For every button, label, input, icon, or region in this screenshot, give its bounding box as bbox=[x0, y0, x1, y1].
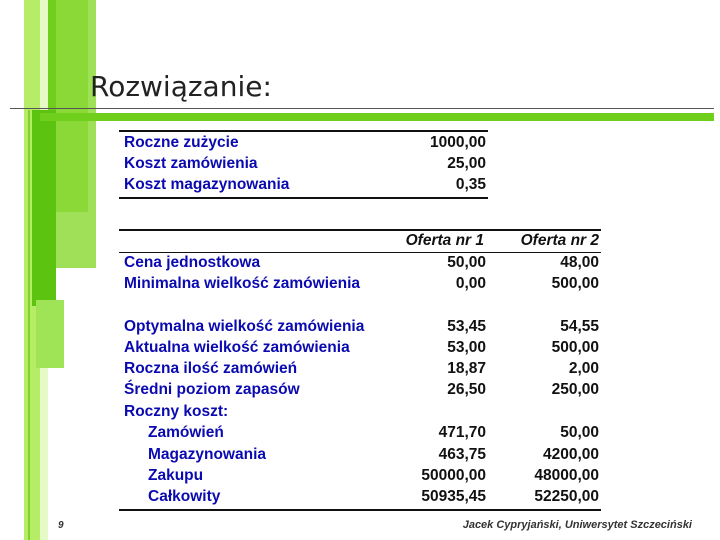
row-label: Całkowity bbox=[148, 488, 221, 505]
decor-bar bbox=[32, 110, 56, 306]
offer1-value: 50,00 bbox=[447, 254, 486, 271]
title-underline bbox=[10, 108, 714, 109]
column-header-offer2: Oferta nr 2 bbox=[520, 232, 599, 249]
offer2-value: 500,00 bbox=[551, 339, 599, 356]
row-label: Cena jednostkowa bbox=[124, 254, 261, 271]
offer2-value: 250,00 bbox=[551, 381, 599, 398]
offer2-value: 500,00 bbox=[551, 275, 599, 292]
row-label: Magazynowania bbox=[148, 446, 266, 463]
offer2-value: 48000,00 bbox=[534, 467, 599, 484]
row-label: Zakupu bbox=[148, 467, 204, 484]
block1-value: 25,00 bbox=[447, 155, 486, 172]
row-label: Minimalna wielkość zamówienia bbox=[124, 275, 361, 292]
title-accent-bar bbox=[40, 113, 714, 121]
block1-label: Koszt zamówienia bbox=[124, 155, 258, 172]
footer-author: Jacek Cypryjański, Uniwersytet Szczeciński bbox=[462, 519, 692, 531]
offer2-value: 48,00 bbox=[560, 254, 599, 271]
offer2-value: 54,55 bbox=[560, 318, 599, 335]
block1-bottom-rule bbox=[119, 197, 488, 199]
offer1-value: 53,00 bbox=[447, 339, 486, 356]
offer2-value: 4200,00 bbox=[542, 446, 599, 463]
row-label: Aktualna wielkość zamówienia bbox=[124, 339, 350, 356]
offer2-value: 52250,00 bbox=[534, 488, 599, 505]
block2-bottom-rule bbox=[119, 509, 601, 511]
offer1-value: 471,70 bbox=[438, 424, 486, 441]
column-header-offer1: Oferta nr 1 bbox=[405, 232, 484, 249]
offer1-value: 50935,45 bbox=[421, 488, 486, 505]
decor-bar bbox=[28, 110, 30, 540]
page-number: 9 bbox=[58, 520, 64, 531]
offer2-value: 2,00 bbox=[568, 360, 599, 377]
decor-bar bbox=[36, 300, 64, 368]
offer1-value: 50000,00 bbox=[421, 467, 486, 484]
block1-top-rule bbox=[119, 130, 488, 132]
offer2-value: 50,00 bbox=[560, 424, 599, 441]
row-label: Roczny koszt: bbox=[124, 403, 229, 420]
decor-bar bbox=[56, 0, 96, 268]
block1-label: Koszt magazynowania bbox=[124, 176, 290, 193]
offer1-value: 18,87 bbox=[447, 360, 486, 377]
block1-value: 0,35 bbox=[455, 176, 486, 193]
row-label: Średni poziom zapasów bbox=[124, 381, 300, 398]
offer1-value: 26,50 bbox=[447, 381, 486, 398]
block1-value: 1000,00 bbox=[429, 134, 486, 151]
row-label: Roczna ilość zamówień bbox=[124, 360, 298, 377]
row-label: Zamówień bbox=[148, 424, 224, 441]
offer1-value: 463,75 bbox=[438, 446, 486, 463]
block1-label: Roczne zużycie bbox=[124, 134, 239, 151]
row-label: Optymalna wielkość zamówienia bbox=[124, 318, 365, 335]
page-title: Rozwiązanie: bbox=[90, 70, 272, 103]
offer1-value: 53,45 bbox=[447, 318, 486, 335]
offer1-value: 0,00 bbox=[455, 275, 486, 292]
